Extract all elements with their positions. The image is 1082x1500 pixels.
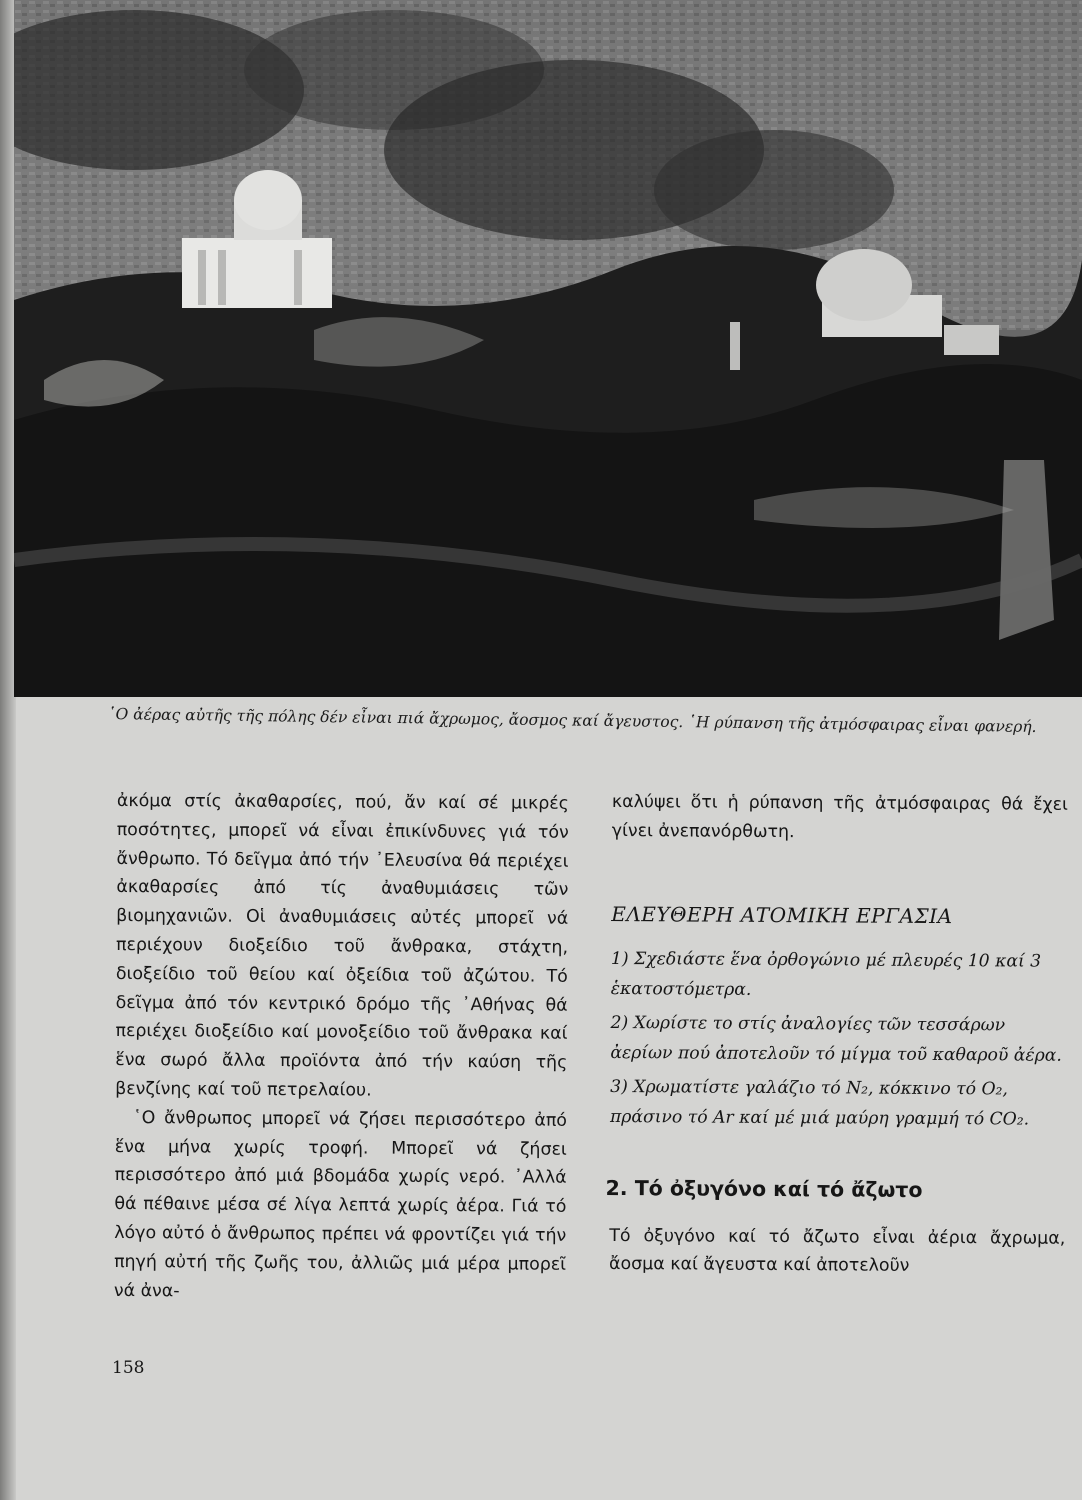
exercise-item-2: 2) Χωρίστε το στίς ἀναλογίες τῶν τεσσάρων ἀερίων πού ἀποτελοῦν τό μίγμα τοῦ καθαροῦ ἀέρα. (610, 1012, 1062, 1066)
exercise-title: ΕΛΕΥΘΕΡΗ ΑΤΟΜΙΚΗ ΕΡΓΑΣΙΑ (611, 901, 953, 928)
athens-photo (14, 0, 1082, 697)
right-column (605, 788, 1068, 1282)
athens-hill-photo-icon (14, 0, 1082, 697)
page-number: 158 (112, 1358, 145, 1378)
left-paragraph-1: ἀκόμα στίς ἀκαθαρσίες, πού, ἄν καί σέ μικρές ποσότητες, μπορεῖ νά εἶναι ἐπικίνδυνες γιά τόν ἄνθρωπο. Τό δεῖγμα ἀπό τήν ᾿Ελευσίνα θά περιέχει ἀκαθαρσίες ἀπό τίς ἀναθυμιάσεις τῶν βιομηχανιῶν. Οἱ ἀναθυμιάσεις αὐτές μπορεῖ νά περιέχουν διοξείδιο τοῦ ἄνθρακα, στάχτη, διοξείδιο τοῦ θείου καί ὀξείδια τοῦ ἀζώτου. Τό δεῖγμα ἀπό τόν κεντρικό δρόμο τῆς ᾿Αθήνας θά περιέχει διοξείδιο καί μονοξείδιο τοῦ ἄνθρακα καί ἕνα σωρό ἄλλα προϊόντα ἀπό τήν καύση τῆς βενζίνης καί τοῦ πετρελαίου. (115, 790, 569, 1101)
photo-caption: ῾Ο ἀέρας αὐτῆς τῆς πόλης δέν εἶναι πιά ἄχρωμος, ἄοσμος καί ἄγευστος. ῾Η ρύπανση τῆς ἀτμόσφαιρας εἶναι φανερή. (107, 704, 1037, 736)
exercise-item-1: 1) Σχεδιάστε ἕνα ὀρθογώνιο μέ πλευρές 10 καί 3 ἑκατοστόμετρα. (610, 948, 1042, 1000)
left-paragraph-2: ῾Ο ἄνθρωπος μπορεῖ νά ζήσει περισσότερο ἀπό ἕνα μήνα χωρίς τροφή. Μπορεῖ νά ζήσει περισσότερο ἀπό μιά βδομάδα χωρίς νερό. ᾿Αλλά θά πέθαινε μέσα σέ λίγα λεπτά χωρίς ἀέρα. Γιά τό λόγο αὐτό ὁ ἄνθρωπος πρέπει νά φροντίζει γιά τήν πηγή αὐτή τῆς ζωῆς του, ἀλλιῶς μιά μέρα μπορεῖ νά ἀνα- (113, 1107, 568, 1301)
left-column (114, 787, 569, 1308)
exercise-item-3: 3) Χρωματίστε γαλάζιο τό N₂, κόκκινο τό O₂, πράσινο τό Ar καί μέ μιά μαύρη γραμμή τό CO₂. (609, 1076, 1030, 1130)
section-heading: 2. Τό ὀξυγόνο καί τό ἄζωτο (605, 1175, 923, 1202)
section-paragraph: Τό ὀξυγόνο καί τό ἄζωτο εἶναι ἀέρια ἄχρωμα, ἄοσμα καί ἄγευστα καί ἀποτελοῦν (609, 1225, 1066, 1277)
right-continuation: καλύψει ὅτι ἡ ρύπανση τῆς ἀτμόσφαιρας θά ἔχει γίνει ἀνεπανόρθωτη. (611, 791, 1068, 842)
